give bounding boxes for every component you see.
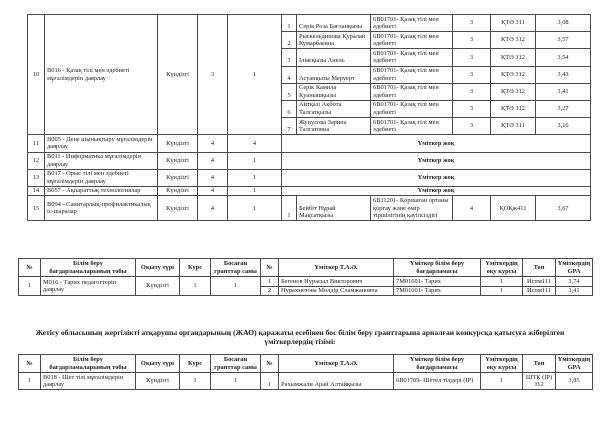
candidate-program: 6В01701- Қазақ тілі мен әдебиеті [371, 66, 453, 83]
header-program-group: Білім беру бағдарламаларының тобы [41, 355, 136, 373]
course: 3 [198, 15, 228, 135]
candidate-group: ҚТӘ 311 [491, 15, 536, 32]
row-num: 1 [19, 277, 41, 296]
candidate-course: 1 [481, 277, 523, 287]
course: 4 [198, 196, 228, 221]
grant-candidates-table-continuation [27, 14, 591, 221]
candidate-num: 1 [282, 15, 297, 32]
grant-row [28, 169, 591, 186]
vacant-grants: 1 [228, 152, 282, 169]
program-group: B017 - Орыс тілі мен әдебиеті мұғалімдерін даярлау [45, 169, 158, 186]
no-candidate-cell: Үміткер жоқ [282, 169, 591, 186]
candidate-group: ҚТӘ 312 [491, 49, 536, 66]
course: 1 [180, 277, 211, 296]
grant-row [28, 196, 591, 221]
candidate-gpa: 3,54 [536, 49, 591, 66]
candidate-group: ҚОҚж411 [491, 196, 536, 221]
program-group: B018 - Шет тілі мұғалімдерін даярлау [41, 373, 136, 390]
grant-table-body [28, 15, 591, 221]
candidate-group: ҚТӘ 312 [491, 32, 536, 49]
candidate-name: Бегенов Нурасыл Викторович [279, 277, 394, 287]
candidate-course: 3 [453, 118, 491, 135]
header-row [19, 259, 593, 277]
header-num: № [19, 355, 41, 373]
course: 4 [198, 186, 228, 196]
vacant-grants: 4 [228, 135, 282, 152]
vacant-grants: 1 [211, 373, 261, 390]
study-form: Күндізгі [158, 186, 198, 196]
candidate-program: 6В01701- Қазақ тілі мен әдебиеті [371, 100, 453, 117]
candidate-course: 3 [453, 100, 491, 117]
candidate-gpa: 3,16 [536, 118, 591, 135]
header-gpa: Үміткердің GPA [556, 355, 593, 373]
candidate-num: 5 [282, 83, 297, 100]
candidate-num: 1 [261, 373, 279, 390]
vacant-grants: 1 [228, 169, 282, 186]
candidate-program: 6В01701- Қазақ тілі мен әдебиеті [371, 15, 453, 32]
candidate-num: 6 [282, 100, 297, 117]
header-candidate-program: Үміткер білім беру бағдарламасы [394, 355, 481, 373]
candidate-program: 6В01701- Қазақ тілі мен әдебиеті [371, 32, 453, 49]
candidate-num: 3 [282, 49, 297, 66]
candidate-name: Нурахметова Мөлдір Сламжановна [279, 286, 394, 296]
candidate-program: 6В01701- Қазақ тілі мен әдебиеті [371, 49, 453, 66]
candidate-name: Асуанқызы Меруерт [297, 66, 371, 83]
candidate-gpa: 3,68 [536, 15, 591, 32]
study-form: Күндізгі [158, 15, 198, 135]
course: 4 [198, 135, 228, 152]
candidate-gpa: 3,41 [536, 83, 591, 100]
candidate-program: 6В01701- Қазақ тілі мен әдебиеті [371, 118, 453, 135]
candidate-course: 3 [453, 15, 491, 32]
header-vacant-grants: Босаған гранттар саны [211, 355, 261, 373]
section-title: Жетісу облысының жергілікті атқарушы органдарының (ЖАО) қаражаты есебінен бос білім беру гранттарына арналған конкурсқа қатысуға жіберілген үміткерлердің тізімі: [35, 328, 565, 347]
grant-row [28, 152, 591, 169]
candidate-name: Серік Камила Қуанышқызы [297, 83, 371, 100]
study-form: Күндізгі [158, 135, 198, 152]
candidate-num: 1 [282, 196, 297, 221]
candidate-program: 7М01601- Тарих [394, 286, 481, 296]
no-candidate-cell: Үміткер жоқ [282, 135, 591, 152]
header-course: Курс [180, 259, 211, 277]
candidate-num: 2 [261, 286, 279, 296]
grant-row [19, 373, 593, 390]
candidate-course: 4 [453, 196, 491, 221]
zhao-table-body [19, 355, 593, 390]
candidate-num: 7 [282, 118, 297, 135]
vacant-grants: 1 [228, 186, 282, 196]
course: 4 [198, 152, 228, 169]
header-candidate-program: Үміткер білім беру бағдарламасы [394, 259, 481, 277]
row-num: 11 [28, 135, 45, 152]
header-group: Топ [523, 355, 556, 373]
candidate-group: ҚТӘ 312 [491, 83, 536, 100]
row-num: 15 [28, 196, 45, 221]
candidate-name: Рыскельдинова Қуралай Кумарбаевна [297, 32, 371, 49]
row-num: 12 [28, 152, 45, 169]
candidate-course: 1 [481, 373, 523, 390]
header-num: № [19, 259, 41, 277]
candidate-gpa: 3,43 [536, 66, 591, 83]
candidate-group: Испм111 [523, 277, 556, 287]
study-form: Күндізгі [136, 373, 180, 390]
study-form: Күндізгі [158, 169, 198, 186]
header-gpa: Үміткердің GPA [556, 259, 593, 277]
program-group: B094 - Санитарлық-профилактикалық іс-шаралар [45, 196, 158, 221]
candidate-name: Рахымжали Арай Алтайқызы [279, 373, 394, 390]
candidate-gpa: 3,27 [536, 100, 591, 117]
candidate-course: 3 [453, 83, 491, 100]
candidate-num: 4 [282, 66, 297, 83]
candidate-program: 6В01701- Қазақ тілі мен әдебиеті [371, 83, 453, 100]
candidate-gpa: 3,67 [536, 196, 591, 221]
row-num: 13 [28, 169, 45, 186]
header-candidate-num: № [261, 259, 279, 277]
candidate-program: 7М01601- Тарих [394, 277, 481, 287]
program-group: B005 - Дене шынықтыру мұғалімдерін даярлау [45, 135, 158, 152]
study-form: Күндізгі [158, 152, 198, 169]
candidate-group: ҚТӘ 312 [491, 66, 536, 83]
candidate-num: 2 [282, 32, 297, 49]
candidate-course: 3 [453, 66, 491, 83]
zhao-candidates-table [18, 354, 593, 390]
candidate-gpa: 3,85 [556, 373, 593, 390]
header-candidate-name: Үміткер Т.А.Ә. [279, 355, 394, 373]
program-group: M016 - Тарих педагогтерін даярлау [41, 277, 136, 296]
candidate-num: 1 [261, 277, 279, 287]
candidate-program: 6В01709- Шетел тілдері (ІР) [394, 373, 481, 390]
no-candidate-cell: Үміткер жоқ [282, 186, 591, 196]
candidate-program: 6В11201- Қоршаған ортаны қорғау және өмір тіршілігінің қауіпсіздігі [371, 196, 453, 221]
course: 4 [198, 169, 228, 186]
header-row [19, 355, 593, 373]
program-group: B057 - Ақпараттық технологиялар [45, 186, 158, 196]
header-program-group: Білім беру бағдарламаларының тобы [41, 259, 136, 277]
header-candidate-name: Үміткер Т.А.Ә. [279, 259, 394, 277]
candidate-gpa: 3,41 [556, 286, 593, 296]
program-group: B016 - Қазақ тілі мен әдебиеті мұғалімдерін даярлау [45, 15, 158, 135]
candidate-name: Серік Роза Бағланқызы [297, 15, 371, 32]
candidate-name: Іліясқызы Анель [297, 49, 371, 66]
header-study-form: Оқыту түрі [136, 259, 180, 277]
candidate-name: Айтқазі Ақбота Талғатқызы [297, 100, 371, 117]
header-group: Топ [523, 259, 556, 277]
vacant-grants: 1 [228, 196, 282, 221]
study-form: Күндізгі [136, 277, 180, 296]
masters-candidates-table [18, 258, 593, 296]
header-course: Курс [180, 355, 211, 373]
grant-row [28, 15, 591, 32]
candidate-group: ҚТӘ 312 [491, 100, 536, 117]
masters-table-body [19, 259, 593, 296]
header-candidate-course: Үміткердің оқу курсы [481, 355, 523, 373]
vacant-grants: 1 [211, 277, 261, 296]
grant-row [19, 277, 593, 287]
candidate-course: 3 [453, 49, 491, 66]
candidate-name: Бейбіт Нұрай Мақсатқызы [297, 196, 371, 221]
vacant-grants: 1 [228, 15, 282, 135]
header-candidate-num: № [261, 355, 279, 373]
candidate-course: 3 [453, 32, 491, 49]
candidate-group: ҚТӘ 311 [491, 118, 536, 135]
row-num: 14 [28, 186, 45, 196]
header-vacant-grants: Босаған гранттар саны [211, 259, 261, 277]
header-study-form: Оқыту түрі [136, 355, 180, 373]
header-candidate-course: Үміткердің оқу курсы [481, 259, 523, 277]
candidate-group: Испм111 [523, 286, 556, 296]
row-num: 1 [19, 373, 41, 390]
grant-row [28, 186, 591, 196]
course: 1 [180, 373, 211, 390]
program-group: B011 - Информатика мұғалімдерін даярлау [45, 152, 158, 169]
candidate-course: 1 [481, 286, 523, 296]
row-num: 10 [28, 15, 45, 135]
candidate-group: ШТК (ІР) 112 [523, 373, 556, 390]
grant-row [28, 135, 591, 152]
candidate-gpa: 3,74 [556, 277, 593, 287]
candidate-name: Жунусова Зарина Талгатовна [297, 118, 371, 135]
candidate-gpa: 3,57 [536, 32, 591, 49]
no-candidate-cell: Үміткер жоқ [282, 152, 591, 169]
study-form: Күндізгі [158, 196, 198, 221]
